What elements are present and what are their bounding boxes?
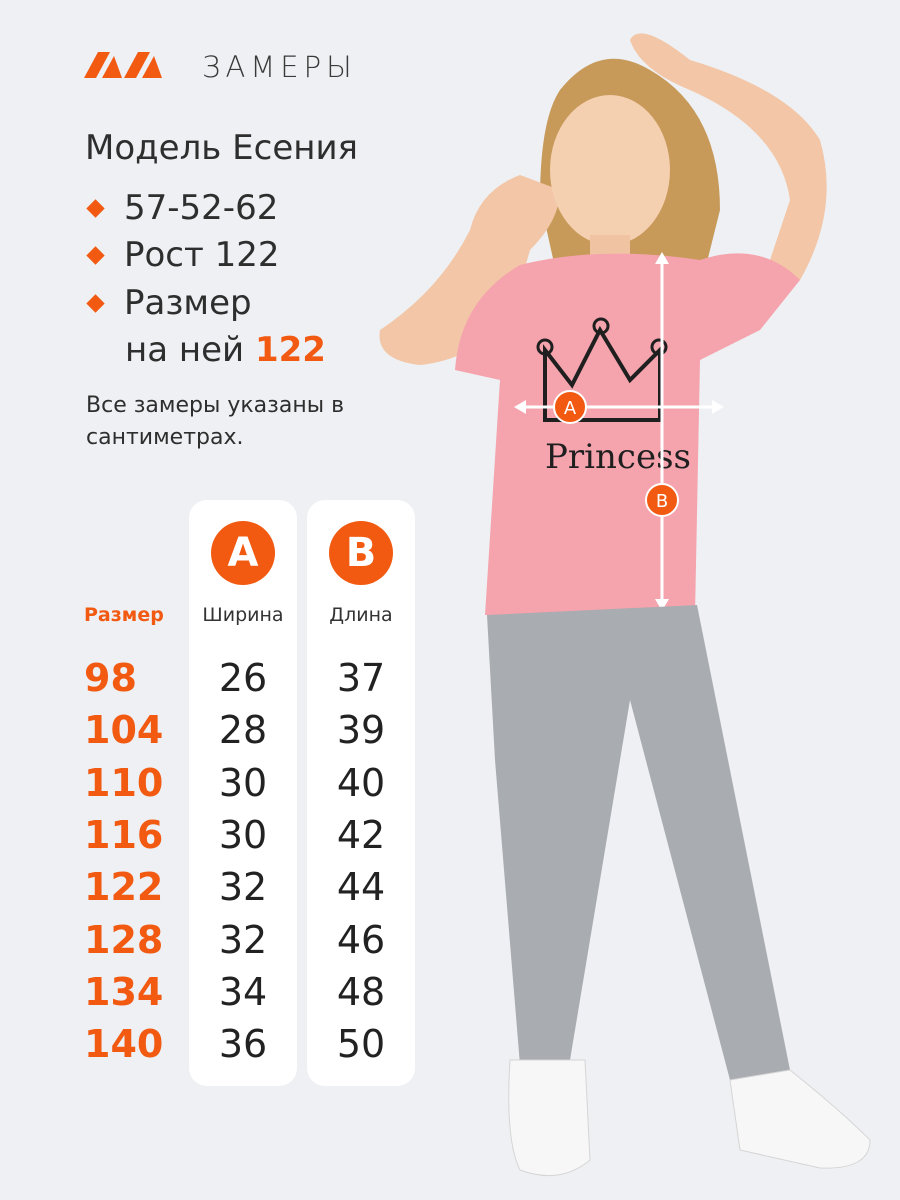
width-column-header: Ширина (202, 604, 284, 626)
badge-b: B (329, 521, 393, 585)
length-column-header: Длина (329, 604, 393, 626)
spec-size: Размер (85, 283, 252, 323)
spec-size-value: на ней 122 (125, 330, 326, 370)
bullet-diamond-icon (86, 246, 104, 264)
size-value: 122 (84, 865, 164, 910)
width-value: 30 (218, 812, 268, 857)
length-value: 37 (336, 656, 386, 700)
length-value: 48 (336, 969, 386, 1014)
length-value: 50 (336, 1022, 386, 1067)
width-value: 32 (218, 865, 268, 910)
marker-a: A (563, 398, 577, 419)
length-value: 40 (336, 760, 386, 805)
bullet-diamond-icon (86, 294, 104, 312)
units-note: Все замеры указаны в сантиметрах. (86, 393, 345, 450)
size-column-header: Размер (84, 604, 164, 626)
spec-height: Рост 122 (85, 235, 280, 275)
marker-b: B (655, 491, 669, 512)
bullet-diamond-icon (86, 199, 104, 217)
size-value: 98 (84, 656, 137, 700)
width-value: 28 (218, 708, 268, 753)
size-value: 104 (84, 708, 164, 753)
badge-a: A (211, 521, 275, 585)
length-value: 39 (336, 708, 386, 753)
length-value: 44 (336, 865, 386, 910)
section-title: ЗАМЕРЫ (202, 50, 357, 84)
size-value: 110 (84, 760, 164, 805)
brand-logo (84, 50, 164, 80)
width-value: 32 (218, 917, 268, 962)
size-value: 134 (84, 969, 164, 1014)
model-name: Модель Есения (85, 128, 359, 168)
shirt-print-text: Princess (545, 437, 691, 477)
spec-measurements: 57-52-62 (85, 188, 278, 228)
size-value: 128 (84, 917, 164, 962)
model-photo (370, 0, 900, 1200)
size-value: 116 (84, 812, 164, 857)
width-value: 30 (218, 760, 268, 805)
width-value: 26 (218, 656, 268, 700)
width-value: 34 (218, 969, 268, 1014)
length-value: 42 (336, 812, 386, 857)
size-value: 140 (84, 1022, 164, 1067)
width-value: 36 (218, 1022, 268, 1067)
length-value: 46 (336, 917, 386, 962)
